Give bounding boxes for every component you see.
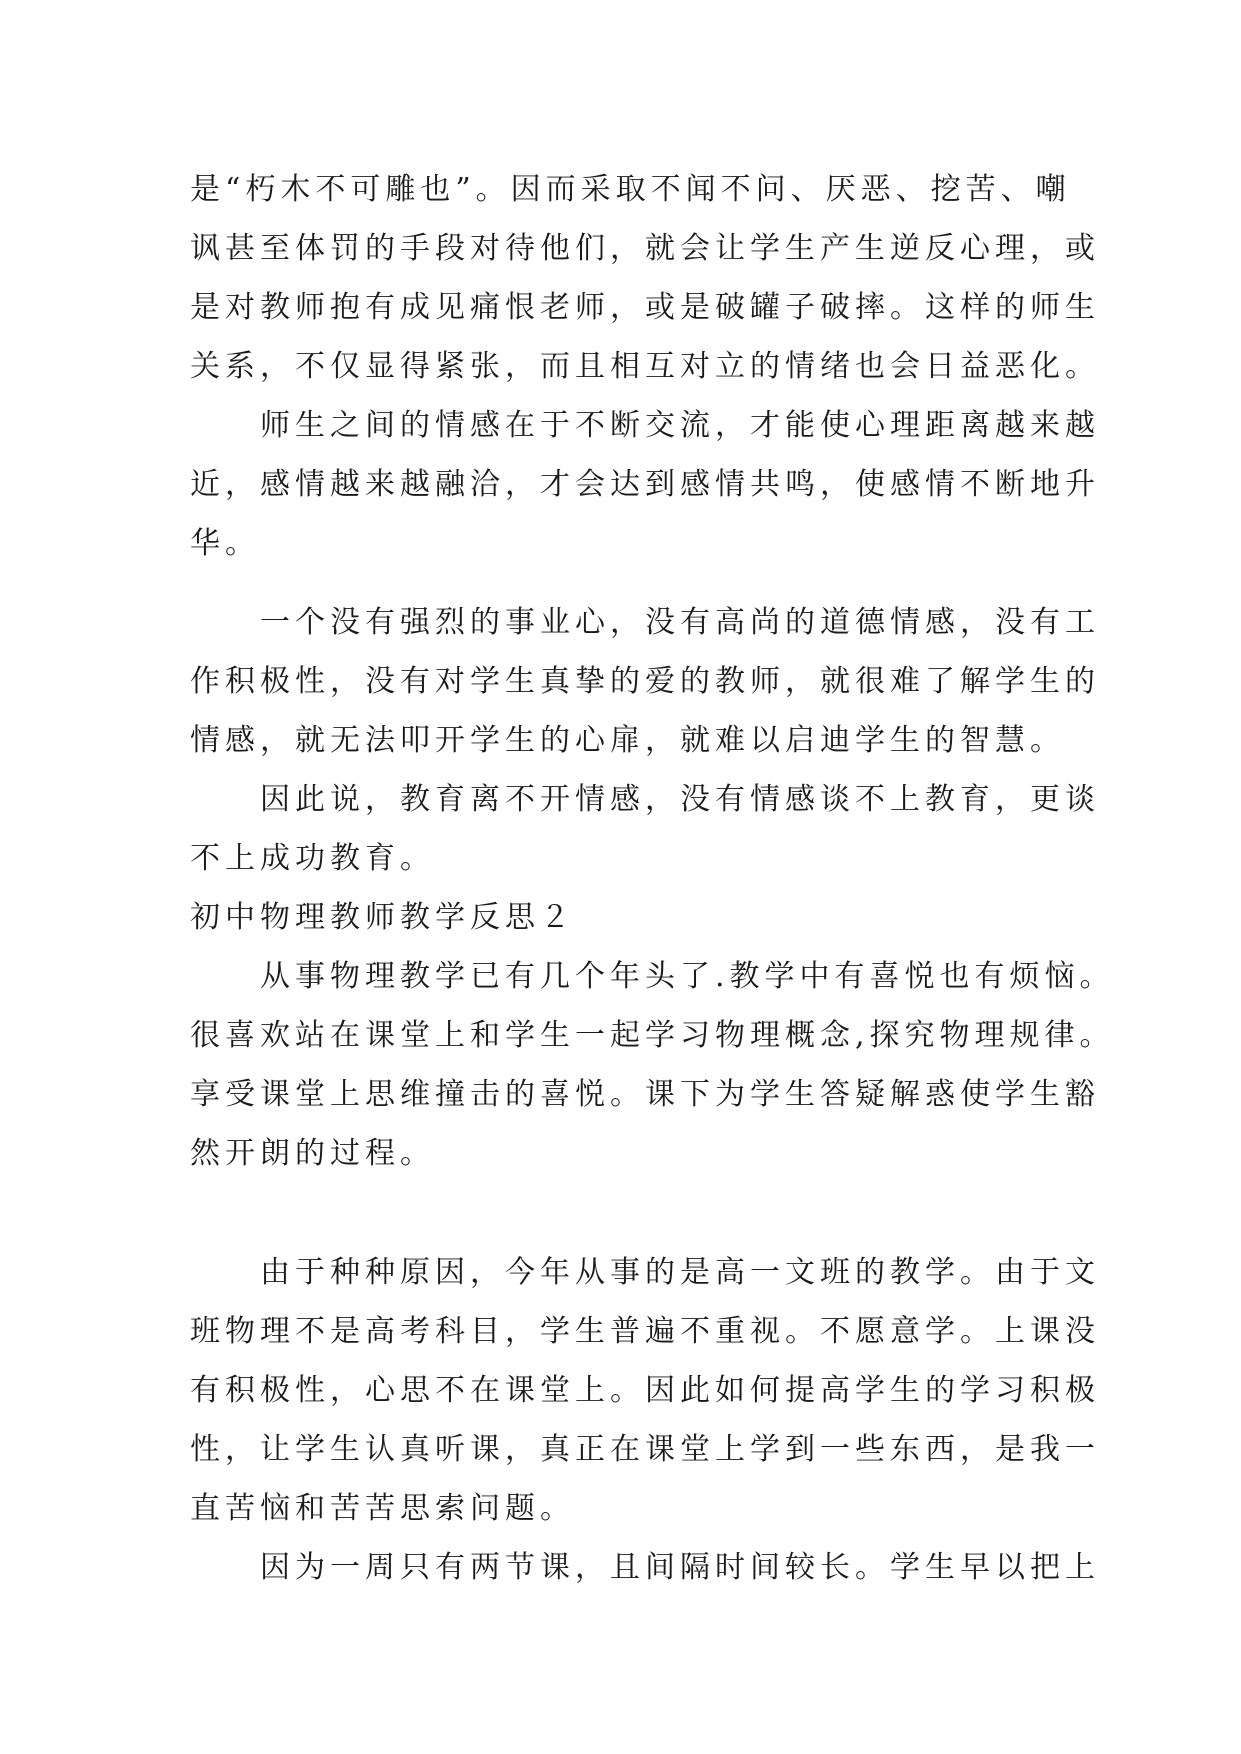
text-line: 是“朽木不可雕也”。因而采取不闻不问、厌恶、挖苦、嘲: [190, 172, 1071, 207]
paragraph-2: [190, 396, 1100, 573]
text-line: 关系，不仅显得紧张，而且相互对立的情绪也会日益恶化。: [190, 349, 1100, 384]
text-line: 因此说，教育离不开情感，没有情感谈不上教育，更谈: [260, 782, 1100, 817]
text-line: 性，让学生认真听课，真正在课堂上学到一些东西，是我一: [190, 1432, 1100, 1467]
text-line: 很喜欢站在课堂上和学生一起学习物理概念,探究物理规律。: [190, 1018, 1115, 1053]
text-line: 因为一周只有两节课，且间隔时间较长。学生早以把上: [260, 1550, 1100, 1585]
paragraph-1: [190, 160, 1100, 396]
paragraph-5: [190, 947, 1115, 1183]
text-line: 直苦恼和苦苦思索问题。: [190, 1491, 575, 1526]
paragraph-spacer: [190, 573, 1050, 593]
text-line: 师生之间的情感在于不断交流，才能使心理距离越来越: [260, 408, 1100, 443]
text-line: 作积极性，没有对学生真挚的爱的教师，就很难了解学生的: [190, 664, 1100, 699]
document-body: [190, 160, 1115, 1597]
text-line: 不上成功教育。: [190, 841, 435, 876]
text-line: 享受课堂上思维撞击的喜悦。课下为学生答疑解惑使学生豁: [190, 1077, 1100, 1112]
paragraph-spacer: [190, 1183, 1050, 1243]
text-line: 班物理不是高考科目，学生普遍不重视。不愿意学。上课没: [190, 1314, 1100, 1349]
text-line: 是对教师抱有成见痛恨老师，或是破罐子破摔。这样的师生: [190, 290, 1100, 325]
text-line: 从事物理教学已有几个年头了.教学中有喜悦也有烦恼。: [260, 959, 1115, 994]
paragraph-7: [190, 1538, 1100, 1597]
text-line: 然开朗的过程。: [190, 1136, 435, 1171]
section-heading: 初中物理教师教学反思２: [190, 900, 575, 935]
text-line: 情感，就无法叩开学生的心扉，就难以启迪学生的智慧。: [190, 723, 1065, 758]
paragraph-4: [190, 770, 1100, 888]
text-line: 由于种种原因，今年从事的是高一文班的教学。由于文: [260, 1255, 1100, 1290]
text-line: 近，感情越来越融洽，才会达到感情共鸣，使感情不断地升: [190, 467, 1100, 502]
paragraph-3: [190, 593, 1100, 770]
text-line: 有积极性，心思不在课堂上。因此如何提高学生的学习积极: [190, 1373, 1100, 1408]
text-line: 讽甚至体罚的手段对待他们，就会让学生产生逆反心理，或: [190, 231, 1100, 266]
text-line: 一个没有强烈的事业心，没有高尚的道德情感，没有工: [260, 605, 1100, 640]
paragraph-6: [190, 1243, 1100, 1538]
text-line: 华。: [190, 526, 260, 561]
